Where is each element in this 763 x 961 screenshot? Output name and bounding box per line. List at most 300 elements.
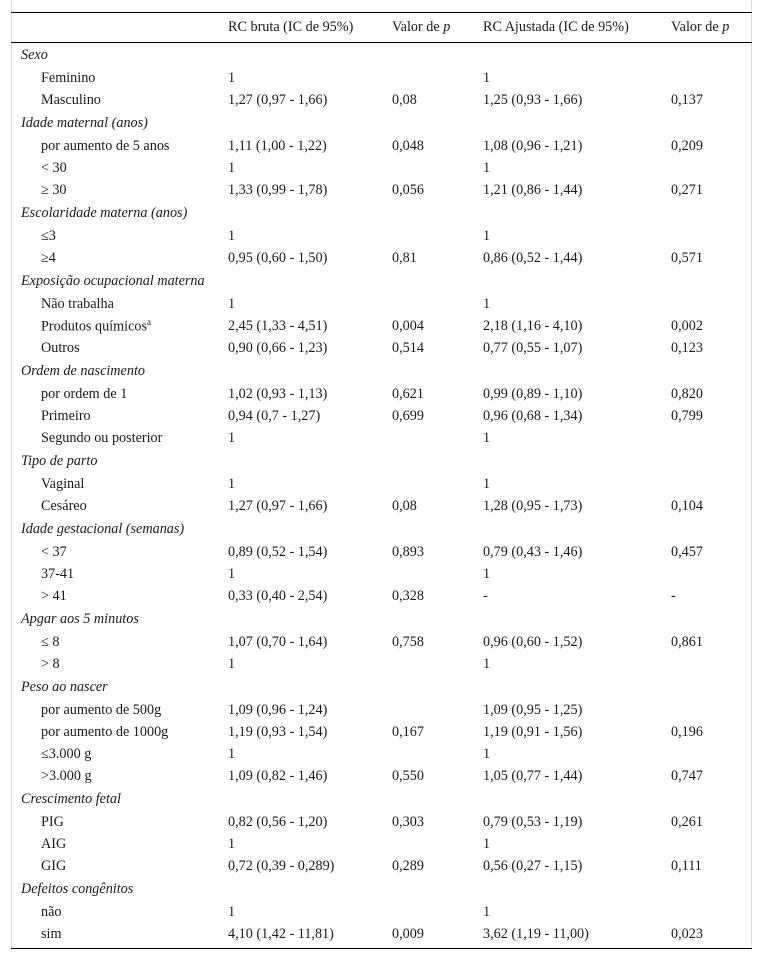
- table-row: [11, 901, 752, 923]
- crude-p-value: [392, 135, 483, 157]
- crude-p-value: [392, 541, 483, 563]
- crude-or-value: [228, 743, 392, 765]
- table-row: [11, 855, 752, 877]
- adjusted-p-value-text: 0,861: [671, 633, 703, 650]
- variable-label: [11, 495, 228, 517]
- crude-p-value: [392, 811, 483, 833]
- variable-label-text: 37-41: [41, 565, 75, 582]
- crude-or-value: [228, 157, 392, 179]
- adjusted-p-value: [671, 699, 752, 721]
- adjusted-p-value: [671, 89, 752, 111]
- table-row: [11, 247, 752, 269]
- crude-or-value-text: 4,10 (1,42 - 11,81): [228, 925, 334, 942]
- variable-label: [11, 67, 228, 89]
- adjusted-p-value-text: 0,799: [671, 407, 703, 424]
- adjusted-or-value-text: 1: [483, 903, 491, 920]
- adjusted-p-value-text: 0,137: [671, 91, 703, 108]
- header-crude-p: Valor de p: [392, 19, 451, 35]
- adjusted-p-value: [671, 293, 752, 315]
- table-row: [11, 743, 752, 765]
- table-row: [11, 225, 752, 247]
- crude-or-value-text: 1,19 (0,93 - 1,54): [228, 723, 328, 740]
- crude-p-value: [392, 855, 483, 877]
- variable-label: [11, 89, 228, 111]
- adjusted-p-value: [671, 67, 752, 89]
- table-row: [11, 473, 752, 495]
- variable-label-text: por ordem de 1: [41, 385, 128, 402]
- variable-label: [11, 157, 228, 179]
- adjusted-p-value: [671, 405, 752, 427]
- adjusted-or-value: [483, 157, 671, 179]
- variable-label-text: Masculino: [41, 91, 101, 108]
- crude-or-value-text: 1: [228, 227, 236, 244]
- crude-or-value: [228, 495, 392, 517]
- variable-label-text: Vaginal: [41, 475, 85, 492]
- adjusted-or-value-text: 0,96 (0,68 - 1,34): [483, 407, 583, 424]
- crude-p-value-text: 0,08: [392, 91, 417, 108]
- crude-p-value-text: 0,81: [392, 249, 417, 266]
- crude-p-value-text: 0,514: [392, 339, 424, 356]
- adjusted-p-value-text: 0,820: [671, 385, 703, 402]
- adjusted-p-value-text: 0,209: [671, 137, 703, 154]
- adjusted-p-value: [671, 901, 752, 923]
- variable-label: [11, 383, 228, 405]
- group-row: [11, 449, 752, 473]
- adjusted-p-value-text: 0,123: [671, 339, 703, 356]
- crude-or-value: [228, 473, 392, 495]
- crude-or-value-text: 0,94 (0,7 - 1,27): [228, 407, 321, 424]
- adjusted-or-value-text: 0,86 (0,52 - 1,44): [483, 249, 583, 266]
- adjusted-or-value-text: 0,77 (0,55 - 1,07): [483, 339, 583, 356]
- group-row: [11, 43, 752, 67]
- adjusted-or-value-text: 1: [483, 295, 491, 312]
- adjusted-or-value-text: 1,25 (0,93 - 1,66): [483, 91, 583, 108]
- crude-or-value: [228, 179, 392, 201]
- adjusted-or-value: [483, 315, 671, 337]
- crude-or-value: [228, 67, 392, 89]
- crude-or-value: [228, 89, 392, 111]
- adjusted-or-value: [483, 427, 671, 449]
- table-row: [11, 811, 752, 833]
- variable-label-text: Não trabalha: [41, 295, 114, 312]
- table-row: [11, 157, 752, 179]
- adjusted-or-value: [483, 473, 671, 495]
- table-row: [11, 315, 752, 337]
- crude-or-value: [228, 247, 392, 269]
- adjusted-or-value-text: 1,19 (0,91 - 1,56): [483, 723, 583, 740]
- crude-p-value: [392, 721, 483, 743]
- variable-label: [11, 721, 228, 743]
- adjusted-or-value-text: 1,05 (0,77 - 1,44): [483, 767, 583, 784]
- crude-p-value-text: 0,056: [392, 181, 424, 198]
- crude-or-value-text: 1,02 (0,93 - 1,13): [228, 385, 328, 402]
- adjusted-p-value: [671, 923, 752, 945]
- crude-or-value-text: 1: [228, 655, 236, 672]
- crude-p-value-text: 0,08: [392, 497, 417, 514]
- adjusted-or-value: [483, 765, 671, 787]
- adjusted-p-value: [671, 383, 752, 405]
- crude-or-value-text: 0,90 (0,66 - 1,23): [228, 339, 328, 356]
- adjusted-or-value: [483, 337, 671, 359]
- variable-label-text: Segundo ou posterior: [41, 429, 163, 446]
- crude-or-value: [228, 699, 392, 721]
- adjusted-p-value: [671, 247, 752, 269]
- group-title: Sexo: [21, 46, 48, 63]
- adjusted-or-value: [483, 855, 671, 877]
- adjusted-or-value: [483, 699, 671, 721]
- variable-label: [11, 743, 228, 765]
- crude-p-value: [392, 923, 483, 945]
- table-row: [11, 293, 752, 315]
- variable-label-text: Primeiro: [41, 407, 91, 424]
- group-row: [11, 269, 752, 293]
- group-title: Ordem de nascimento: [21, 362, 145, 379]
- adjusted-or-value: [483, 405, 671, 427]
- adjusted-or-value-text: 0,56 (0,27 - 1,15): [483, 857, 583, 874]
- group-row: [11, 607, 752, 631]
- adjusted-p-value-text: 0,271: [671, 181, 703, 198]
- crude-p-value: [392, 585, 483, 607]
- variable-label: [11, 585, 228, 607]
- table-row: [11, 337, 752, 359]
- table-row: [11, 383, 752, 405]
- variable-label: [11, 855, 228, 877]
- crude-or-value-text: 1,33 (0,99 - 1,78): [228, 181, 328, 198]
- crude-or-value-text: 1: [228, 475, 236, 492]
- crude-p-value: [392, 427, 483, 449]
- crude-or-value-text: 1: [228, 159, 236, 176]
- group-title: Escolaridade materna (anos): [21, 204, 188, 221]
- odds-ratio-table: [11, 14, 752, 945]
- adjusted-or-value-text: 1: [483, 159, 491, 176]
- variable-label-text: ≤ 8: [41, 633, 60, 650]
- crude-p-value-text: 0,621: [392, 385, 424, 402]
- adjusted-p-value: [671, 337, 752, 359]
- adjusted-or-value-text: 0,99 (0,89 - 1,10): [483, 385, 583, 402]
- crude-p-value-text: 0,758: [392, 633, 424, 650]
- adjusted-or-value-text: 0,96 (0,60 - 1,52): [483, 633, 583, 650]
- table-row: [11, 721, 752, 743]
- adjusted-or-value-text: 1: [483, 835, 491, 852]
- variable-label-text: > 8: [41, 655, 60, 672]
- adjusted-p-value: [671, 631, 752, 653]
- variable-label-text: Feminino: [41, 69, 96, 86]
- group-row: [11, 201, 752, 225]
- crude-or-value: [228, 631, 392, 653]
- adjusted-or-value-text: -: [483, 587, 488, 604]
- crude-p-value: [392, 631, 483, 653]
- crude-or-value: [228, 563, 392, 585]
- header-adjusted-or: RC Ajustada (IC de 95%): [483, 19, 629, 35]
- variable-label: [11, 225, 228, 247]
- crude-p-value: [392, 653, 483, 675]
- variable-label-text: PIG: [41, 813, 64, 830]
- adjusted-or-value-text: 1,09 (0,95 - 1,25): [483, 701, 583, 718]
- table-row: [11, 923, 752, 945]
- adjusted-p-value: [671, 157, 752, 179]
- adjusted-or-value: [483, 653, 671, 675]
- adjusted-p-value: [671, 585, 752, 607]
- crude-or-value-text: 1: [228, 429, 236, 446]
- variable-label-text: Cesáreo: [41, 497, 87, 514]
- crude-or-value-text: 0,95 (0,60 - 1,50): [228, 249, 328, 266]
- adjusted-p-value-text: 0,571: [671, 249, 703, 266]
- crude-or-value: [228, 721, 392, 743]
- variable-label-text: < 37: [41, 543, 67, 560]
- crude-p-value: [392, 293, 483, 315]
- crude-p-value: [392, 699, 483, 721]
- adjusted-or-value: [483, 383, 671, 405]
- crude-p-value: [392, 901, 483, 923]
- variable-label: [11, 247, 228, 269]
- variable-label-text: não: [41, 903, 62, 920]
- adjusted-or-value: [483, 179, 671, 201]
- group-title: Tipo de parto: [21, 452, 98, 469]
- adjusted-p-value: [671, 765, 752, 787]
- adjusted-or-value-text: 1: [483, 745, 491, 762]
- group-row: [11, 359, 752, 383]
- table-row: [11, 833, 752, 855]
- adjusted-or-value: [483, 135, 671, 157]
- adjusted-or-value-text: 1,21 (0,86 - 1,44): [483, 181, 583, 198]
- variable-label-text: < 30: [41, 159, 67, 176]
- crude-or-value: [228, 405, 392, 427]
- crude-or-value-text: 1: [228, 903, 236, 920]
- crude-p-value: [392, 405, 483, 427]
- variable-label-text: > 41: [41, 587, 67, 604]
- group-row: [11, 111, 752, 135]
- variable-label-text: por aumento de 500g: [41, 701, 162, 718]
- table-row: [11, 179, 752, 201]
- crude-or-value-text: 1,27 (0,97 - 1,66): [228, 91, 328, 108]
- group-row: [11, 675, 752, 699]
- crude-p-value: [392, 179, 483, 201]
- variable-label-text: ≥ 30: [41, 181, 67, 198]
- table-row: [11, 89, 752, 111]
- crude-or-value-text: 1,11 (1,00 - 1,22): [228, 137, 327, 154]
- p-symbol: p: [722, 19, 730, 35]
- table-row: [11, 699, 752, 721]
- bottom-rule: [11, 948, 752, 949]
- crude-or-value: [228, 315, 392, 337]
- crude-or-value-text: 0,33 (0,40 - 2,54): [228, 587, 328, 604]
- crude-or-value: [228, 293, 392, 315]
- crude-or-value-text: 1: [228, 295, 236, 312]
- crude-p-value: [392, 383, 483, 405]
- adjusted-or-value-text: 1: [483, 429, 491, 446]
- crude-or-value: [228, 383, 392, 405]
- adjusted-or-value: [483, 89, 671, 111]
- crude-or-value-text: 1,07 (0,70 - 1,64): [228, 633, 328, 650]
- crude-p-value: [392, 743, 483, 765]
- crude-or-value-text: 0,89 (0,52 - 1,54): [228, 543, 328, 560]
- crude-or-value-text: 1: [228, 745, 236, 762]
- adjusted-or-value: [483, 631, 671, 653]
- adjusted-p-value: [671, 811, 752, 833]
- variable-label: [11, 653, 228, 675]
- variable-label-text: ≤3: [41, 227, 56, 244]
- adjusted-p-value: [671, 833, 752, 855]
- crude-p-value-text: 0,550: [392, 767, 424, 784]
- adjusted-or-value-text: 3,62 (1,19 - 11,00): [483, 925, 589, 942]
- variable-label: [11, 315, 228, 337]
- adjusted-or-value: [483, 67, 671, 89]
- variable-label-text: ≤3.000 g: [41, 745, 92, 762]
- table-row: [11, 541, 752, 563]
- adjusted-p-value: [671, 135, 752, 157]
- adjusted-or-value: [483, 833, 671, 855]
- crude-or-value: [228, 833, 392, 855]
- adjusted-p-value-text: 0,747: [671, 767, 703, 784]
- variable-label: [11, 811, 228, 833]
- adjusted-or-value: [483, 563, 671, 585]
- variable-label-text: Produtos químicos: [41, 318, 148, 335]
- group-title: Peso ao nascer: [21, 678, 108, 695]
- crude-or-value: [228, 855, 392, 877]
- crude-or-value: [228, 923, 392, 945]
- adjusted-or-value-text: 1,08 (0,96 - 1,21): [483, 137, 583, 154]
- crude-or-value-text: 0,72 (0,39 - 0,289): [228, 857, 335, 874]
- crude-or-value: [228, 901, 392, 923]
- table-row: [11, 765, 752, 787]
- crude-p-value: [392, 67, 483, 89]
- crude-p-value-text: 0,167: [392, 723, 424, 740]
- crude-or-value: [228, 541, 392, 563]
- crude-p-value-text: 0,303: [392, 813, 424, 830]
- adjusted-or-value: [483, 743, 671, 765]
- header-variable: [11, 14, 228, 41]
- adjusted-or-value-text: 1: [483, 655, 491, 672]
- variable-label: [11, 699, 228, 721]
- footnote-mark: a: [147, 316, 152, 327]
- variable-label: [11, 135, 228, 157]
- adjusted-or-value-text: 2,18 (1,16 - 4,10): [483, 317, 583, 334]
- crude-or-value: [228, 765, 392, 787]
- group-title: Exposição ocupacional materna: [21, 272, 205, 289]
- table-body: [11, 41, 752, 945]
- crude-or-value-text: 1,09 (0,82 - 1,46): [228, 767, 328, 784]
- group-title: Idade gestacional (semanas): [21, 520, 185, 537]
- crude-p-value: [392, 337, 483, 359]
- variable-label: [11, 541, 228, 563]
- crude-p-value-text: 0,699: [392, 407, 424, 424]
- table-row: [11, 405, 752, 427]
- crude-p-value: [392, 833, 483, 855]
- table-row: [11, 653, 752, 675]
- crude-or-value-text: 1: [228, 69, 236, 86]
- crude-or-value: [228, 337, 392, 359]
- crude-or-value: [228, 653, 392, 675]
- crude-or-value: [228, 225, 392, 247]
- adjusted-p-value: [671, 721, 752, 743]
- variable-label: [11, 427, 228, 449]
- adjusted-p-value-text: 0,104: [671, 497, 703, 514]
- variable-label-text: por aumento de 1000g: [41, 723, 169, 740]
- adjusted-p-value: [671, 179, 752, 201]
- variable-label: [11, 923, 228, 945]
- variable-label: [11, 293, 228, 315]
- adjusted-p-value: [671, 563, 752, 585]
- group-row: [11, 787, 752, 811]
- adjusted-p-value: [671, 743, 752, 765]
- adjusted-or-value-text: 0,79 (0,53 - 1,19): [483, 813, 583, 830]
- table-row: [11, 563, 752, 585]
- variable-label-text: GIG: [41, 857, 67, 874]
- adjusted-or-value: [483, 225, 671, 247]
- adjusted-p-value-text: 0,196: [671, 723, 703, 740]
- crude-p-value-text: 0,009: [392, 925, 424, 942]
- adjusted-p-value: [671, 315, 752, 337]
- crude-or-value-text: 1: [228, 835, 236, 852]
- crude-or-value: [228, 585, 392, 607]
- header-crude-or: RC bruta (IC de 95%): [228, 19, 354, 35]
- crude-p-value-text: 0,048: [392, 137, 424, 154]
- variable-label: [11, 563, 228, 585]
- variable-label: [11, 631, 228, 653]
- adjusted-p-value: [671, 653, 752, 675]
- adjusted-or-value: [483, 585, 671, 607]
- top-rule: [11, 12, 752, 13]
- crude-p-value: [392, 765, 483, 787]
- crude-p-value-text: 0,289: [392, 857, 424, 874]
- crude-or-value: [228, 135, 392, 157]
- variable-label: [11, 765, 228, 787]
- variable-label-text: >3.000 g: [41, 767, 92, 784]
- variable-label: [11, 179, 228, 201]
- variable-label-text: ≥4: [41, 249, 56, 266]
- group-title: Defeitos congênitos: [21, 880, 134, 897]
- adjusted-p-value: [671, 541, 752, 563]
- adjusted-or-value: [483, 495, 671, 517]
- variable-label: [11, 833, 228, 855]
- group-row: [11, 877, 752, 901]
- p-symbol: p: [443, 19, 451, 35]
- adjusted-or-value: [483, 721, 671, 743]
- table-row: [11, 585, 752, 607]
- crude-or-value-text: 1: [228, 565, 236, 582]
- adjusted-p-value: [671, 495, 752, 517]
- adjusted-or-value-text: 1: [483, 69, 491, 86]
- table-row: [11, 495, 752, 517]
- variable-label-text: por aumento de 5 anos: [41, 137, 170, 154]
- crude-or-value: [228, 427, 392, 449]
- adjusted-or-value: [483, 293, 671, 315]
- group-title: Crescimento fetal: [21, 790, 121, 807]
- adjusted-or-value: [483, 923, 671, 945]
- variable-label-text: sim: [41, 925, 62, 942]
- table-row: [11, 67, 752, 89]
- adjusted-p-value-text: 0,457: [671, 543, 703, 560]
- crude-p-value: [392, 315, 483, 337]
- variable-label: [11, 337, 228, 359]
- table-row: [11, 427, 752, 449]
- adjusted-or-value-text: 1: [483, 227, 491, 244]
- crude-or-value-text: 0,82 (0,56 - 1,20): [228, 813, 328, 830]
- adjusted-p-value: [671, 855, 752, 877]
- adjusted-p-value-text: 0,111: [671, 857, 702, 874]
- adjusted-p-value-text: 0,002: [671, 317, 703, 334]
- group-title: Idade maternal (anos): [21, 114, 148, 131]
- group-title: Apgar aos 5 minutos: [21, 610, 139, 627]
- table-row: [11, 631, 752, 653]
- adjusted-or-value: [483, 811, 671, 833]
- adjusted-or-value-text: 1: [483, 565, 491, 582]
- adjusted-or-value-text: 1,28 (0,95 - 1,73): [483, 497, 583, 514]
- adjusted-or-value: [483, 541, 671, 563]
- crude-p-value: [392, 225, 483, 247]
- header-adjusted-p: Valor de p: [671, 19, 730, 35]
- adjusted-p-value-text: 0,023: [671, 925, 703, 942]
